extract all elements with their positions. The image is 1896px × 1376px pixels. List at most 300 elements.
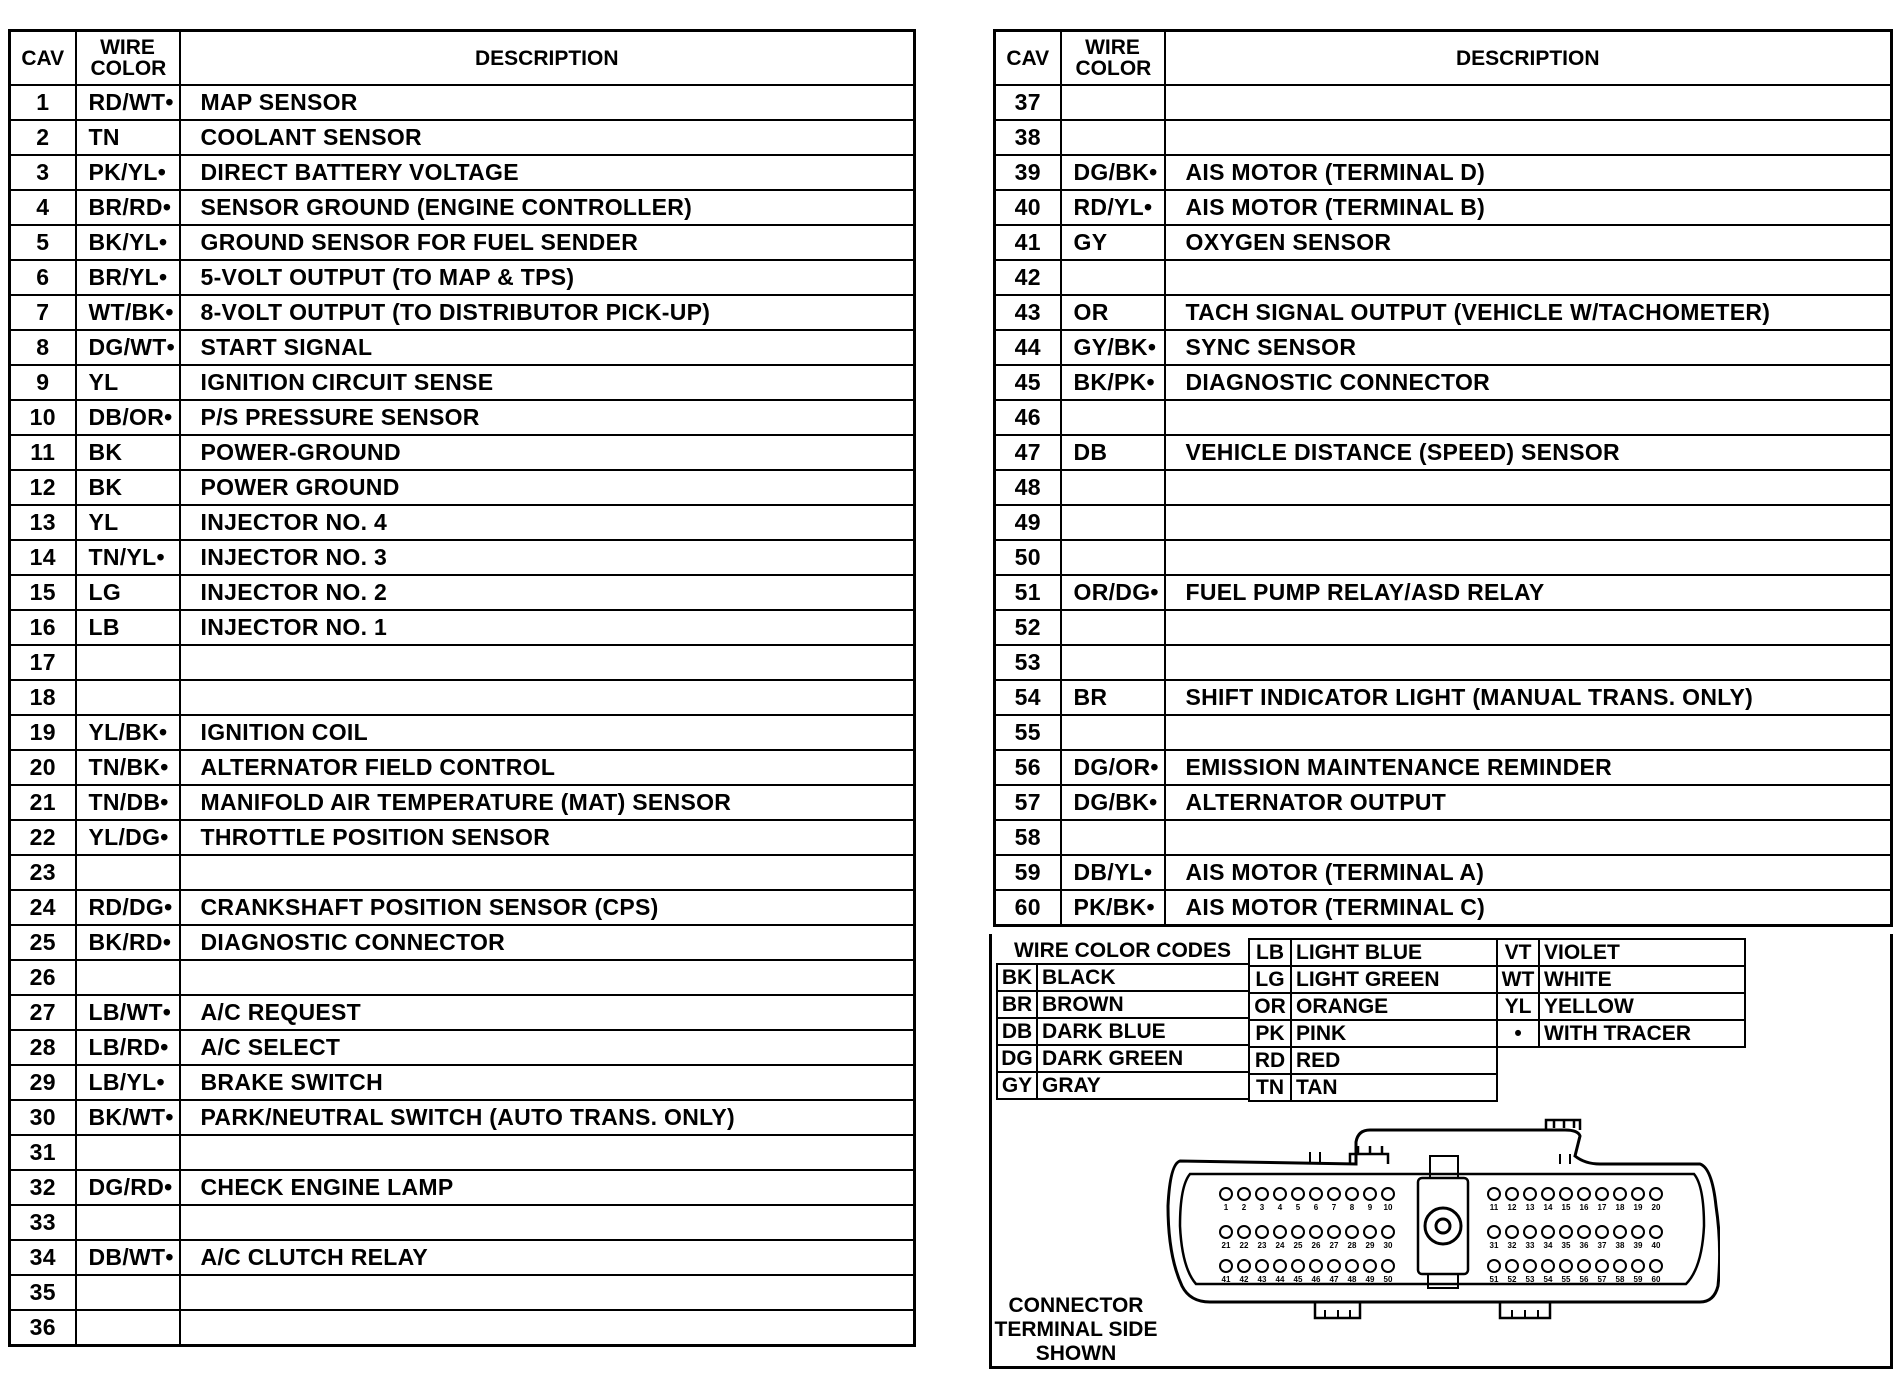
connector-pin — [1596, 1260, 1608, 1272]
circuit-description — [1165, 645, 1892, 680]
connector-pin — [1560, 1226, 1572, 1238]
cavity-number: 55 — [995, 715, 1061, 750]
table-row — [10, 1240, 915, 1275]
color-name: ORANGE — [1291, 993, 1497, 1020]
cavity-number: 54 — [995, 680, 1061, 715]
connector-pin — [1578, 1226, 1590, 1238]
table-row — [995, 820, 1892, 855]
table-row — [10, 400, 915, 435]
color-code-row — [1249, 1047, 1497, 1074]
table-row — [10, 1100, 915, 1135]
circuit-description — [1165, 470, 1892, 505]
pin-number-label: 10 — [1383, 1203, 1393, 1212]
table-row — [10, 820, 915, 855]
cavity-number: 56 — [995, 750, 1061, 785]
connector-pin — [1274, 1226, 1286, 1238]
pin-number-label: 7 — [1331, 1203, 1337, 1212]
connector-pin — [1274, 1188, 1286, 1200]
wire-color: YL/BK• — [76, 715, 180, 750]
pin-number-label: 26 — [1311, 1241, 1321, 1250]
connector-pin — [1292, 1188, 1304, 1200]
wire-color: OR/DG• — [1061, 575, 1165, 610]
circuit-description: MAP SENSOR — [180, 85, 915, 120]
pin-number-label: 12 — [1507, 1203, 1517, 1212]
wire-color — [1061, 820, 1165, 855]
cavity-number: 38 — [995, 120, 1061, 155]
circuit-description: SHIFT INDICATOR LIGHT (MANUAL TRANS. ONLY) — [1165, 680, 1892, 715]
table-row — [995, 365, 1892, 400]
connector-pin — [1274, 1260, 1286, 1272]
cavity-number: 7 — [10, 295, 76, 330]
wire-color — [1061, 260, 1165, 295]
table-row — [995, 855, 1892, 890]
cavity-number: 48 — [995, 470, 1061, 505]
color-abbreviation: LB — [1249, 939, 1291, 966]
connector-pin — [1346, 1226, 1358, 1238]
circuit-description: INJECTOR NO. 1 — [180, 610, 915, 645]
pin-number-label: 21 — [1221, 1241, 1231, 1250]
connector-pin — [1650, 1226, 1662, 1238]
table-row — [10, 365, 915, 400]
pin-number-label: 39 — [1633, 1241, 1643, 1250]
wire-color — [1061, 470, 1165, 505]
wire-color: PK/YL• — [76, 155, 180, 190]
wire-color: DB — [1061, 435, 1165, 470]
color-code-row — [1249, 939, 1497, 966]
cavity-number: 5 — [10, 225, 76, 260]
circuit-description: INJECTOR NO. 3 — [180, 540, 915, 575]
circuit-description: P/S PRESSURE SENSOR — [180, 400, 915, 435]
wire-color-codes-column-1 — [996, 938, 1250, 1100]
cavity-number: 37 — [995, 85, 1061, 120]
circuit-description — [1165, 120, 1892, 155]
color-code-row — [1249, 1074, 1497, 1101]
connector-pin — [1632, 1188, 1644, 1200]
connector-caption-line: CONNECTOR — [1008, 1294, 1144, 1317]
connector-pin — [1238, 1226, 1250, 1238]
pin-number-label: 58 — [1615, 1275, 1625, 1284]
color-code-row — [1249, 1020, 1497, 1047]
circuit-description: POWER-GROUND — [180, 435, 915, 470]
circuit-description — [1165, 610, 1892, 645]
circuit-description: THROTTLE POSITION SENSOR — [180, 820, 915, 855]
wire-color — [76, 1310, 180, 1346]
color-abbreviation: YL — [1497, 993, 1539, 1020]
connector-pin — [1614, 1226, 1626, 1238]
wire-color — [76, 1205, 180, 1240]
table-row — [10, 890, 915, 925]
color-abbreviation: DB — [997, 1018, 1037, 1045]
table-row — [10, 1205, 915, 1240]
table-row — [995, 295, 1892, 330]
color-name: WHITE — [1539, 966, 1745, 993]
circuit-description: AIS MOTOR (TERMINAL D) — [1165, 155, 1892, 190]
circuit-description: PARK/NEUTRAL SWITCH (AUTO TRANS. ONLY) — [180, 1100, 915, 1135]
color-abbreviation: VT — [1497, 939, 1539, 966]
wire-color: DB/WT• — [76, 1240, 180, 1275]
pin-number-label: 42 — [1239, 1275, 1249, 1284]
connector-pin — [1256, 1260, 1268, 1272]
table-row — [10, 435, 915, 470]
wire-color: RD/DG• — [76, 890, 180, 925]
cavity-number: 47 — [995, 435, 1061, 470]
circuit-description — [180, 1205, 915, 1240]
pin-number-label: 28 — [1347, 1241, 1357, 1250]
wire-color: LG — [76, 575, 180, 610]
color-name: BLACK — [1037, 964, 1249, 991]
pin-number-label: 4 — [1277, 1203, 1283, 1212]
pin-number-label: 20 — [1651, 1203, 1661, 1212]
circuit-description: A/C SELECT — [180, 1030, 915, 1065]
pin-number-label: 14 — [1543, 1203, 1553, 1212]
table-row — [10, 750, 915, 785]
table-row — [10, 155, 915, 190]
circuit-description: POWER GROUND — [180, 470, 915, 505]
circuit-description: DIAGNOSTIC CONNECTOR — [1165, 365, 1892, 400]
cavity-number: 4 — [10, 190, 76, 225]
circuit-description: IGNITION COIL — [180, 715, 915, 750]
color-abbreviation: WT — [1497, 966, 1539, 993]
circuit-description: AIS MOTOR (TERMINAL A) — [1165, 855, 1892, 890]
color-name: LIGHT BLUE — [1291, 939, 1497, 966]
wire-color — [1061, 715, 1165, 750]
connector-pin — [1632, 1226, 1644, 1238]
pin-number-label: 19 — [1633, 1203, 1643, 1212]
circuit-description: IGNITION CIRCUIT SENSE — [180, 365, 915, 400]
circuit-description: EMISSION MAINTENANCE REMINDER — [1165, 750, 1892, 785]
pin-number-label: 36 — [1579, 1241, 1589, 1250]
table-row — [10, 1135, 915, 1170]
wire-color: TN/DB• — [76, 785, 180, 820]
connector-pin — [1560, 1188, 1572, 1200]
table-row — [995, 680, 1892, 715]
pin-number-label: 5 — [1295, 1203, 1301, 1212]
table-row — [10, 1310, 915, 1346]
circuit-description: CHECK ENGINE LAMP — [180, 1170, 915, 1205]
connector-pin — [1364, 1260, 1376, 1272]
cavity-number: 32 — [10, 1170, 76, 1205]
color-code-row — [997, 991, 1249, 1018]
table-row — [995, 260, 1892, 295]
connector-pin — [1506, 1260, 1518, 1272]
wire-color: TN/BK• — [76, 750, 180, 785]
connector-pin — [1382, 1188, 1394, 1200]
wire-color-codes-title: WIRE COLOR CODES — [997, 938, 1249, 964]
wire-color: BK — [76, 435, 180, 470]
pin-number-label: 9 — [1367, 1203, 1373, 1212]
table-row — [10, 120, 915, 155]
pin-number-label: 59 — [1633, 1275, 1643, 1284]
color-code-row — [1497, 966, 1745, 993]
wire-color: DG/BK• — [1061, 785, 1165, 820]
wire-color: BK/RD• — [76, 925, 180, 960]
color-name: VIOLET — [1539, 939, 1745, 966]
cavity-number: 14 — [10, 540, 76, 575]
connector-pins — [1220, 1188, 1662, 1284]
pin-number-label: 13 — [1525, 1203, 1535, 1212]
wire-color: DB/OR• — [76, 400, 180, 435]
circuit-description: GROUND SENSOR FOR FUEL SENDER — [180, 225, 915, 260]
pin-number-label: 30 — [1383, 1241, 1393, 1250]
color-name: TAN — [1291, 1074, 1497, 1101]
cavity-number: 39 — [995, 155, 1061, 190]
color-abbreviation: BR — [997, 991, 1037, 1018]
color-name: DARK BLUE — [1037, 1018, 1249, 1045]
pin-number-label: 47 — [1329, 1275, 1339, 1284]
table-row — [995, 785, 1892, 820]
pin-number-label: 56 — [1579, 1275, 1589, 1284]
connector-pin — [1614, 1188, 1626, 1200]
circuit-description — [1165, 400, 1892, 435]
table-row — [995, 330, 1892, 365]
circuit-description: 8-VOLT OUTPUT (TO DISTRIBUTOR PICK-UP) — [180, 295, 915, 330]
table-row — [995, 505, 1892, 540]
pin-number-label: 29 — [1365, 1241, 1375, 1250]
pin-number-label: 34 — [1543, 1241, 1553, 1250]
wire-color: BR/RD• — [76, 190, 180, 225]
connector-pin — [1596, 1226, 1608, 1238]
pin-number-label: 15 — [1561, 1203, 1571, 1212]
wire-color — [1061, 85, 1165, 120]
circuit-description: DIAGNOSTIC CONNECTOR — [180, 925, 915, 960]
table-header-row — [995, 31, 1892, 86]
pin-number-label: 50 — [1383, 1275, 1393, 1284]
cavity-number: 12 — [10, 470, 76, 505]
circuit-description: FUEL PUMP RELAY/ASD RELAY — [1165, 575, 1892, 610]
circuit-description: TACH SIGNAL OUTPUT (VEHICLE W/TACHOMETER) — [1165, 295, 1892, 330]
color-name: GRAY — [1037, 1072, 1249, 1099]
connector-pin — [1632, 1260, 1644, 1272]
connector-pin — [1220, 1260, 1232, 1272]
cavity-number: 58 — [995, 820, 1061, 855]
pin-number-label: 32 — [1507, 1241, 1517, 1250]
connector-pin — [1292, 1260, 1304, 1272]
circuit-description — [180, 1275, 915, 1310]
circuit-description: SYNC SENSOR — [1165, 330, 1892, 365]
color-abbreviation: BK — [997, 964, 1037, 991]
cav-header: CAV — [995, 31, 1061, 86]
cavity-number: 15 — [10, 575, 76, 610]
color-name: LIGHT GREEN — [1291, 966, 1497, 993]
wire-color: YL — [76, 505, 180, 540]
wire-color — [76, 1275, 180, 1310]
circuit-description: SENSOR GROUND (ENGINE CONTROLLER) — [180, 190, 915, 225]
color-code-row — [1249, 993, 1497, 1020]
pin-number-label: 31 — [1489, 1241, 1499, 1250]
pin-number-label: 16 — [1579, 1203, 1589, 1212]
connector-pin — [1382, 1260, 1394, 1272]
table-row — [995, 85, 1892, 120]
wire-color — [76, 1135, 180, 1170]
wire-color — [1061, 505, 1165, 540]
cavity-number: 57 — [995, 785, 1061, 820]
cavity-number: 52 — [995, 610, 1061, 645]
circuit-description: START SIGNAL — [180, 330, 915, 365]
connector-pin — [1488, 1226, 1500, 1238]
color-abbreviation: RD — [1249, 1047, 1291, 1074]
pin-number-label: 11 — [1489, 1203, 1499, 1212]
table-row — [10, 260, 915, 295]
table-row — [10, 680, 915, 715]
cavity-number: 8 — [10, 330, 76, 365]
wire-color: RD/WT• — [76, 85, 180, 120]
table-row — [995, 470, 1892, 505]
circuit-description: INJECTOR NO. 2 — [180, 575, 915, 610]
cavity-number: 21 — [10, 785, 76, 820]
pin-number-label: 49 — [1365, 1275, 1375, 1284]
table-header-row — [10, 31, 915, 86]
circuit-description — [1165, 820, 1892, 855]
circuit-description: DIRECT BATTERY VOLTAGE — [180, 155, 915, 190]
cavity-number: 43 — [995, 295, 1061, 330]
cavity-number: 40 — [995, 190, 1061, 225]
connector-caption — [992, 1294, 1160, 1366]
table-row — [10, 190, 915, 225]
circuit-description: CRANKSHAFT POSITION SENSOR (CPS) — [180, 890, 915, 925]
cavity-number: 20 — [10, 750, 76, 785]
pin-number-label: 22 — [1239, 1241, 1249, 1250]
circuit-description: MANIFOLD AIR TEMPERATURE (MAT) SENSOR — [180, 785, 915, 820]
connector-pin — [1614, 1260, 1626, 1272]
wire-color: WT/BK• — [76, 295, 180, 330]
pin-number-label: 6 — [1313, 1203, 1319, 1212]
table-row — [10, 855, 915, 890]
pin-number-label: 2 — [1241, 1203, 1247, 1212]
wire-color: YL — [76, 365, 180, 400]
cavity-number: 27 — [10, 995, 76, 1030]
color-name: DARK GREEN — [1037, 1045, 1249, 1072]
cavity-number: 18 — [10, 680, 76, 715]
wire-color — [1061, 540, 1165, 575]
wire-color: YL/DG• — [76, 820, 180, 855]
table-row — [10, 1170, 915, 1205]
table-row — [10, 715, 915, 750]
cavity-number: 1 — [10, 85, 76, 120]
cavity-number: 2 — [10, 120, 76, 155]
cavity-number: 26 — [10, 960, 76, 995]
pinout-table-right — [993, 29, 1893, 927]
table-row — [10, 1065, 915, 1100]
color-code-row — [1497, 993, 1745, 1020]
circuit-description — [180, 645, 915, 680]
pin-number-label: 55 — [1561, 1275, 1571, 1284]
connector-pin — [1524, 1226, 1536, 1238]
connector-pin — [1220, 1226, 1232, 1238]
cavity-number: 50 — [995, 540, 1061, 575]
wire-color: DB/YL• — [1061, 855, 1165, 890]
wire-color: OR — [1061, 295, 1165, 330]
connector-pin — [1346, 1188, 1358, 1200]
circuit-description — [1165, 505, 1892, 540]
circuit-description: ALTERNATOR FIELD CONTROL — [180, 750, 915, 785]
color-abbreviation: TN — [1249, 1074, 1291, 1101]
table-row — [995, 715, 1892, 750]
table-row — [995, 575, 1892, 610]
color-code-row — [1249, 966, 1497, 993]
connector-pin — [1256, 1188, 1268, 1200]
wire-color — [1061, 610, 1165, 645]
table-row — [10, 1030, 915, 1065]
connector-pin — [1524, 1188, 1536, 1200]
connector-pin — [1488, 1188, 1500, 1200]
connector-pin — [1542, 1226, 1554, 1238]
table-row — [995, 400, 1892, 435]
cav-header: CAV — [10, 31, 76, 86]
table-row — [995, 890, 1892, 926]
color-code-row — [997, 964, 1249, 991]
wire-color — [76, 855, 180, 890]
wire-color: BK/YL• — [76, 225, 180, 260]
color-name: YELLOW — [1539, 993, 1745, 1020]
pin-number-label: 54 — [1543, 1275, 1553, 1284]
circuit-description — [180, 680, 915, 715]
connector-pin — [1578, 1260, 1590, 1272]
circuit-description: AIS MOTOR (TERMINAL B) — [1165, 190, 1892, 225]
cavity-number: 23 — [10, 855, 76, 890]
connector-pin — [1596, 1188, 1608, 1200]
circuit-description — [180, 855, 915, 890]
cavity-number: 9 — [10, 365, 76, 400]
cavity-number: 41 — [995, 225, 1061, 260]
cavity-number: 13 — [10, 505, 76, 540]
wire-color-codes-column-2 — [1248, 938, 1498, 1102]
color-name: RED — [1291, 1047, 1497, 1074]
connector-pin — [1364, 1226, 1376, 1238]
table-row — [10, 645, 915, 680]
connector-pin — [1256, 1226, 1268, 1238]
connector-pin — [1328, 1226, 1340, 1238]
table-row — [10, 540, 915, 575]
circuit-description — [1165, 715, 1892, 750]
table-row — [10, 505, 915, 540]
pin-number-label: 52 — [1507, 1275, 1517, 1284]
table-row — [995, 645, 1892, 680]
circuit-description: COOLANT SENSOR — [180, 120, 915, 155]
connector-caption-line: SHOWN — [1035, 1342, 1117, 1365]
color-name: PINK — [1291, 1020, 1497, 1047]
color-abbreviation: • — [1497, 1020, 1539, 1047]
table-row — [10, 960, 915, 995]
cavity-number: 45 — [995, 365, 1061, 400]
connector-pin — [1220, 1188, 1232, 1200]
pin-number-label: 41 — [1221, 1275, 1231, 1284]
connector-pin — [1292, 1226, 1304, 1238]
pin-number-label: 8 — [1349, 1203, 1355, 1212]
connector-pin — [1542, 1260, 1554, 1272]
color-abbreviation: OR — [1249, 993, 1291, 1020]
wire-color — [76, 680, 180, 715]
connector-pin — [1382, 1226, 1394, 1238]
table-row — [995, 435, 1892, 470]
wire-color: GY — [1061, 225, 1165, 260]
color-code-row — [1497, 939, 1745, 966]
table-row — [995, 155, 1892, 190]
description-header: DESCRIPTION — [1165, 31, 1892, 86]
connector-pin — [1238, 1260, 1250, 1272]
wire-color: DG/OR• — [1061, 750, 1165, 785]
cavity-number: 16 — [10, 610, 76, 645]
pin-number-label: 24 — [1275, 1241, 1285, 1250]
wire-color: RD/YL• — [1061, 190, 1165, 225]
table-row — [995, 750, 1892, 785]
pin-number-label: 53 — [1525, 1275, 1535, 1284]
pin-number-label: 37 — [1597, 1241, 1607, 1250]
circuit-description: ALTERNATOR OUTPUT — [1165, 785, 1892, 820]
color-abbreviation: DG — [997, 1045, 1037, 1072]
color-abbreviation: GY — [997, 1072, 1037, 1099]
circuit-description: VEHICLE DISTANCE (SPEED) SENSOR — [1165, 435, 1892, 470]
pin-number-label: 40 — [1651, 1241, 1661, 1250]
